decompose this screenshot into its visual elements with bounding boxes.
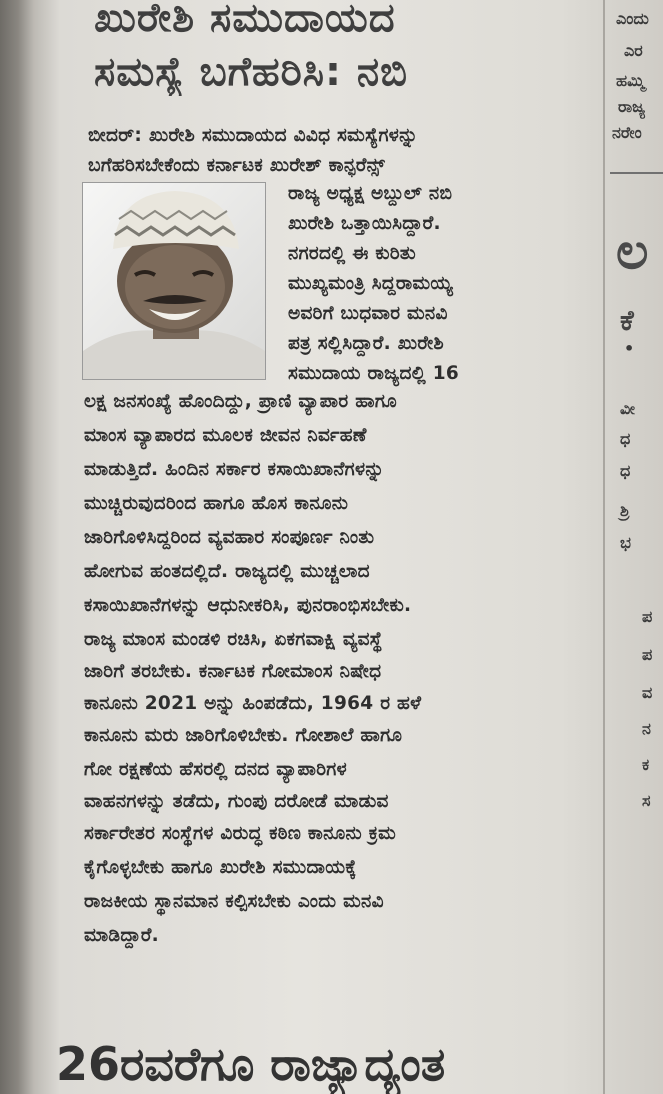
article-body-line: ಬೀದರ್: ಖುರೇಶಿ ಸಮುದಾಯದ ವಿವಿಧ ಸಮಸ್ಯೆಗಳನ್ನು <box>88 125 419 146</box>
adjacent-text-line: ನರೇಂ <box>612 123 642 142</box>
adjacent-text-line: ರಾಜ್ಯ <box>618 97 646 116</box>
article-body-line: ಕಾನೂನು 2021 ಅನ್ನು ಹಿಂಪಡೆದು, 1964 ರ ಹಳೆ <box>84 693 422 714</box>
article-body-line: ಜಾರಿಗೊಳಿಸಿದ್ದರಿಂದ ವ್ಯವಹಾರ ಸಂಪೂರ್ಣ ನಿಂತು <box>84 527 375 548</box>
adjacent-medium-glyph: ಕೆ <box>620 304 634 337</box>
article-body-line: ಪತ್ರ ಸಲ್ಲಿಸಿದ್ದಾರೆ. ಖುರೇಶಿ <box>288 333 444 354</box>
portrait-photo <box>82 182 266 380</box>
article-body-line: ಗೋ ರಕ್ಷಣೆಯ ಹೆಸರಲ್ಲಿ ದನದ ವ್ಯಾಪಾರಿಗಳ <box>84 759 347 780</box>
adjacent-text-line: ಶ್ರಿ <box>620 501 630 520</box>
article-body-line: ಮುಚ್ಚಿರುವುದರಿಂದ ಹಾಗೂ ಹೊಸ ಕಾನೂನು <box>84 493 349 514</box>
adjacent-text-line: ಪ <box>642 607 653 626</box>
article-headline-line2: ಸಮಸ್ಯೆ ಬಗೆಹರಿಸಿ: ನಬಿ <box>94 49 409 95</box>
article-body-line: ರಾಜ್ಯ ಅಧ್ಯಕ್ಷ ಅಬ್ದುಲ್ ನಬಿ <box>288 183 453 204</box>
adjacent-text-line: ವೀ <box>620 399 635 418</box>
adjacent-column-rule <box>610 172 663 174</box>
article-body-line: ಜಾರಿಗೆ ತರಬೇಕು. ಕರ್ನಾಟಕ ಗೋಮಾಂಸ ನಿಷೇಧ <box>84 661 382 682</box>
article-body-line: ಮಾಡಿದ್ದಾರೆ. <box>84 925 159 946</box>
adjacent-text-line: ಧ <box>620 429 631 448</box>
adjacent-text-line: ವ <box>642 683 653 702</box>
adjacent-column <box>598 0 663 1094</box>
adjacent-text-line: ಪ <box>642 645 653 664</box>
article-body-line: ಕಸಾಯಿಖಾನೆಗಳನ್ನು ಆಧುನೀಕರಿಸಿ, ಪುನರಾಂಭಿಸಬೇಕು. <box>84 595 412 616</box>
next-article-headline: 26ರವರೆಗೂ ರಾಜ್ಯಾದ್ಯಂತ <box>56 1037 446 1091</box>
article-body-line: ಮಾಡುತ್ತಿದೆ. ಹಿಂದಿನ ಸರ್ಕಾರ ಕಸಾಯಿಖಾನೆಗಳನ್ನು <box>84 459 385 480</box>
article-body-line: ಮುಖ್ಯಮಂತ್ರಿ ಸಿದ್ದರಾಮಯ್ಯ <box>288 273 454 294</box>
adjacent-text-line: ಧ <box>620 461 631 480</box>
adjacent-text-line: ಸ <box>642 791 651 810</box>
article-body-line: ಹೋಗುವ ಹಂತದಲ್ಲಿದೆ. ರಾಜ್ಯದಲ್ಲಿ ಮುಚ್ಚಲಾದ <box>84 561 370 582</box>
adjacent-text-line: ಭ <box>620 533 631 552</box>
adjacent-text-line: ಕ <box>642 755 650 774</box>
adjacent-text-line: ನ <box>642 719 651 738</box>
article-body-line: ರಾಜಕೀಯ ಸ್ಥಾನಮಾನ ಕಲ್ಪಿಸಬೇಕು ಎಂದು ಮನವಿ <box>84 891 384 912</box>
article-body-line: ವಾಹನಗಳನ್ನು ತಡೆದು, ಗುಂಪು ದರೋಡೆ ಮಾಡುವ <box>84 791 389 812</box>
adjacent-text-line: ಹಮ್ಮಿ <box>616 71 645 90</box>
article-headline-line1: ಖುರೇಶಿ ಸಮುದಾಯದ <box>94 0 396 41</box>
article-body-line: ನಗರದಲ್ಲಿ ಈ ಕುರಿತು <box>288 243 416 264</box>
article-body-line: ಖುರೇಶಿ ಒತ್ತಾಯಿಸಿದ್ದಾರೆ. <box>288 213 441 234</box>
article-body-line: ಕಾನೂನು ಮರು ಜಾರಿಗೊಳಿಬೇಕು. ಗೋಶಾಲೆ ಹಾಗೂ <box>84 725 403 746</box>
article-body-line: ಸರ್ಕಾರೇತರ ಸಂಸ್ಥೆಗಳ ವಿರುದ್ಧ ಕಠಿಣ ಕಾನೂನು ಕ್ರಮ <box>84 823 396 844</box>
article-body-line: ರಾಜ್ಯ ಮಾಂಸ ಮಂಡಳಿ ರಚಿಸಿ, ಏಕಗವಾಕ್ಷಿ ವ್ಯವಸ್ಥೆ <box>84 629 383 650</box>
article-body-line: ಲಕ್ಷ ಜನಸಂಖ್ಯೆ ಹೊಂದಿದ್ದು, ಪ್ರಾಣಿ ವ್ಯಾಪಾರ ಹಾಗೂ <box>84 391 397 412</box>
article-body-line: ಸಮುದಾಯ ರಾಜ್ಯದಲ್ಲಿ 16 <box>288 363 460 384</box>
article-body-line: ಕೈಗೊಳ್ಳಬೇಕು ಹಾಗೂ ಖುರೇಶಿ ಸಮುದಾಯಕ್ಕೆ <box>84 857 357 878</box>
adjacent-text-line: ಎರ <box>624 41 643 60</box>
article-body-line: ಮಾಂಸ ವ್ಯಾಪಾರದ ಮೂಲಕ ಜೀವನ ನಿರ್ವಹಣೆ <box>84 425 367 446</box>
article-body-line: ಅವರಿಗೆ ಬುಧವಾರ ಮನವಿ <box>288 303 448 324</box>
article-body-line: ಬಗೆಹರಿಸಬೇಕೆಂದು ಕರ್ನಾಟಕ ಖುರೇಶ್ ಕಾನ್ಫರೆನ್ಸ್ <box>88 155 386 176</box>
adjacent-large-glyph: ಲ <box>616 222 649 280</box>
adjacent-text-line: • <box>624 339 635 358</box>
portrait-image <box>83 183 265 379</box>
adjacent-text-line: ಎಂದು <box>616 9 649 28</box>
